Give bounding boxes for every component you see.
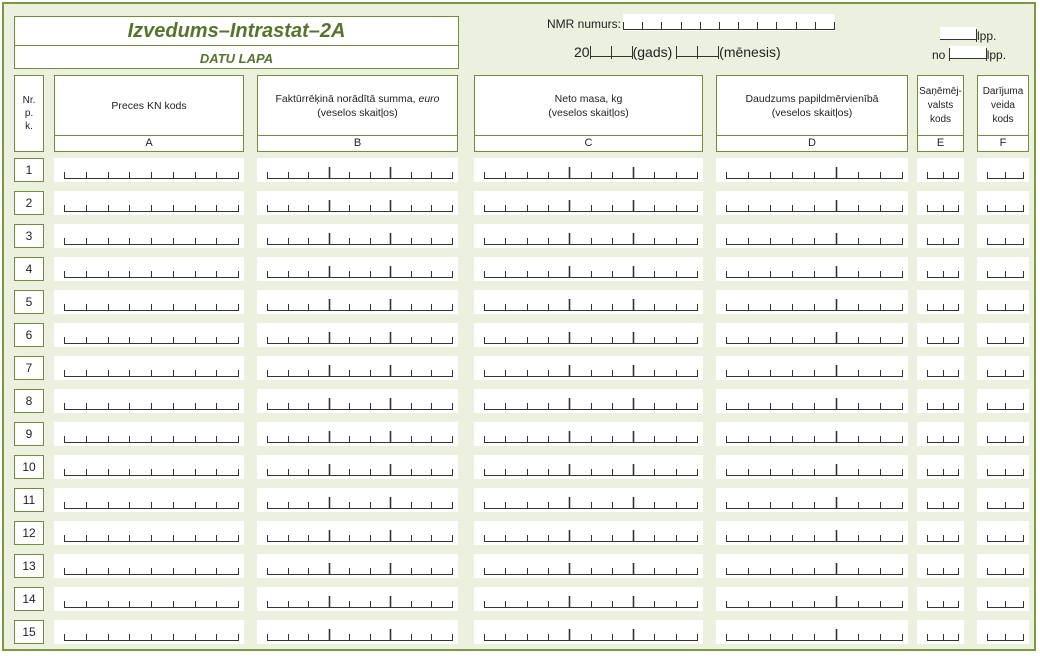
- cell-c[interactable]: [474, 488, 703, 512]
- cell-f[interactable]: [977, 224, 1029, 248]
- cell-a[interactable]: [54, 422, 244, 446]
- cell-e[interactable]: [917, 455, 964, 479]
- page-total-field[interactable]: [950, 46, 986, 59]
- year-digit-1[interactable]: [591, 44, 611, 57]
- digit-slots: [917, 455, 964, 479]
- digit-slots: [977, 488, 1029, 512]
- digit-slots: [716, 389, 908, 413]
- row-number: 13: [14, 554, 44, 578]
- digit-slots: [54, 422, 244, 446]
- digit-slots: [474, 389, 703, 413]
- digit-slots: [716, 554, 908, 578]
- digit-slots: [54, 554, 244, 578]
- digit-slots: [716, 587, 908, 611]
- cell-c[interactable]: [474, 455, 703, 479]
- cell-d[interactable]: [716, 521, 908, 545]
- cell-e[interactable]: [917, 158, 964, 182]
- col-a-title: Preces KN kods: [111, 99, 187, 112]
- digit-slots: [917, 224, 964, 248]
- cell-a[interactable]: [54, 257, 244, 281]
- row-number: 10: [14, 455, 44, 479]
- cell-c[interactable]: [474, 521, 703, 545]
- cell-b[interactable]: [257, 422, 458, 446]
- digit-slots: [54, 620, 244, 644]
- digit-slots: [977, 554, 1029, 578]
- cell-d[interactable]: [716, 488, 908, 512]
- digit-slots: [474, 323, 703, 347]
- digit-slots: [474, 158, 703, 182]
- form-title: Izvedums–Intrastat–2A: [14, 16, 459, 45]
- cell-b[interactable]: [257, 587, 458, 611]
- digit-slots: [257, 422, 458, 446]
- row-number: 4: [14, 257, 44, 281]
- cell-f[interactable]: [977, 422, 1029, 446]
- row-number: 12: [14, 521, 44, 545]
- cell-f[interactable]: [977, 158, 1029, 182]
- digit-slots: [257, 389, 458, 413]
- digit-slots: [917, 521, 964, 545]
- digit-slots: [716, 455, 908, 479]
- cell-e[interactable]: [917, 257, 964, 281]
- digit-slots: [54, 389, 244, 413]
- col-d-title: Daudzums papildmērvienībā: [745, 92, 879, 105]
- digit-slots: [474, 422, 703, 446]
- cell-b[interactable]: [257, 224, 458, 248]
- digit-slots: [716, 488, 908, 512]
- cell-c[interactable]: [474, 587, 703, 611]
- cell-c[interactable]: [474, 620, 703, 644]
- col-e-line-1: Saņēmēj-: [919, 85, 962, 97]
- col-b-sub: (veselos skaitļos): [317, 106, 398, 119]
- cell-e[interactable]: [917, 191, 964, 215]
- cell-c[interactable]: [474, 422, 703, 446]
- period-line: [574, 44, 781, 60]
- digit-slots: [917, 323, 964, 347]
- nmr-number-slots: [623, 14, 835, 31]
- cell-f[interactable]: [977, 389, 1029, 413]
- page-number-line: [940, 27, 996, 43]
- cell-e[interactable]: [917, 290, 964, 314]
- cell-a[interactable]: [54, 587, 244, 611]
- cell-b[interactable]: [257, 554, 458, 578]
- cell-f[interactable]: [977, 356, 1029, 380]
- row-number: 15: [14, 620, 44, 644]
- digit-slots: [474, 554, 703, 578]
- digit-slots: [54, 488, 244, 512]
- page-label: lpp.: [977, 29, 997, 43]
- page-number-field[interactable]: [940, 27, 976, 40]
- col-a-letter: A: [54, 135, 244, 152]
- row-number: 1: [14, 158, 44, 182]
- cell-c[interactable]: [474, 257, 703, 281]
- cell-d[interactable]: [716, 455, 908, 479]
- cell-b[interactable]: [257, 191, 458, 215]
- cell-d[interactable]: [716, 587, 908, 611]
- cell-a[interactable]: [54, 191, 244, 215]
- col-header-nr: [14, 75, 44, 152]
- cell-a[interactable]: [54, 455, 244, 479]
- year-digit-2[interactable]: [612, 44, 632, 57]
- cell-e[interactable]: [917, 224, 964, 248]
- cell-a[interactable]: [54, 389, 244, 413]
- digit-slots: [977, 455, 1029, 479]
- cell-e[interactable]: [917, 521, 964, 545]
- cell-f[interactable]: [977, 554, 1029, 578]
- row-number: 6: [14, 323, 44, 347]
- digit-slots: [917, 290, 964, 314]
- digit-slots: [257, 323, 458, 347]
- col-e-line-2: valsts: [927, 99, 954, 111]
- of-page-label: lpp.: [986, 48, 1007, 62]
- digit-slots: [977, 257, 1029, 281]
- cell-e[interactable]: [917, 323, 964, 347]
- month-digit-2[interactable]: [698, 44, 718, 57]
- digit-slots: [977, 290, 1029, 314]
- col-e-letter: E: [917, 135, 964, 152]
- cell-f[interactable]: [977, 191, 1029, 215]
- digit-slots: [917, 422, 964, 446]
- cell-c[interactable]: [474, 290, 703, 314]
- digit-slots: [257, 521, 458, 545]
- row-number: 11: [14, 488, 44, 512]
- digit-slots: [474, 290, 703, 314]
- digit-slots: [54, 455, 244, 479]
- cell-b[interactable]: [257, 488, 458, 512]
- cell-f[interactable]: [977, 587, 1029, 611]
- digit-slots: [716, 356, 908, 380]
- cell-c[interactable]: [474, 356, 703, 380]
- digit-slots: [917, 257, 964, 281]
- digit-slots: [54, 191, 244, 215]
- digit-slots: [257, 620, 458, 644]
- cell-b[interactable]: [257, 521, 458, 545]
- cell-d[interactable]: [716, 389, 908, 413]
- cell-b[interactable]: [257, 356, 458, 380]
- digit-slots: [54, 356, 244, 380]
- digit-slots: [474, 620, 703, 644]
- month-label: (mēnesis): [719, 44, 781, 60]
- digit-slots: [977, 620, 1029, 644]
- digit-slots: [54, 587, 244, 611]
- digit-slots: [977, 191, 1029, 215]
- digit-slots: [977, 389, 1029, 413]
- digit-slots: [917, 389, 964, 413]
- cell-f[interactable]: [977, 488, 1029, 512]
- row-number: 3: [14, 224, 44, 248]
- digit-slots: [474, 488, 703, 512]
- cell-a[interactable]: [54, 554, 244, 578]
- digit-slots: [257, 554, 458, 578]
- digit-slots: [977, 158, 1029, 182]
- col-header-f: [977, 75, 1029, 136]
- nr-line-3: k.: [25, 121, 33, 132]
- cell-a[interactable]: [54, 521, 244, 545]
- col-e-line-3: kods: [929, 113, 952, 125]
- col-c-title: Neto masa, kg: [554, 92, 623, 105]
- digit-slots: [977, 323, 1029, 347]
- digit-slots: [716, 521, 908, 545]
- row-number: 5: [14, 290, 44, 314]
- col-header-c: [474, 75, 703, 136]
- digit-slots: [54, 521, 244, 545]
- cell-e[interactable]: [917, 356, 964, 380]
- cell-d[interactable]: [716, 422, 908, 446]
- cell-f[interactable]: [977, 521, 1029, 545]
- digit-slots: [257, 257, 458, 281]
- digit-slots: [257, 587, 458, 611]
- cell-d[interactable]: [716, 290, 908, 314]
- digit-slots: [917, 356, 964, 380]
- digit-slots: [716, 290, 908, 314]
- col-b-title-text: Faktūrrēķinā norādītā summa,: [275, 92, 419, 105]
- cell-a[interactable]: [54, 488, 244, 512]
- digit-slots: [257, 191, 458, 215]
- digit-slots: [474, 257, 703, 281]
- digit-slots: [54, 224, 244, 248]
- nr-line-1: Nr.: [22, 95, 36, 106]
- cell-d[interactable]: [716, 158, 908, 182]
- row-number: 8: [14, 389, 44, 413]
- cell-a[interactable]: [54, 620, 244, 644]
- cell-c[interactable]: [474, 224, 703, 248]
- year-label: (gads): [632, 44, 673, 60]
- cell-a[interactable]: [54, 290, 244, 314]
- digit-slots: [54, 158, 244, 182]
- cell-e[interactable]: [917, 422, 964, 446]
- cell-d[interactable]: [716, 356, 908, 380]
- digit-slots: [716, 257, 908, 281]
- digit-slots: [917, 191, 964, 215]
- cell-b[interactable]: [257, 158, 458, 182]
- cell-d[interactable]: [716, 620, 908, 644]
- nmr-number-field[interactable]: [623, 14, 835, 31]
- cell-e[interactable]: [917, 554, 964, 578]
- digit-slots: [977, 422, 1029, 446]
- col-f-letter: F: [977, 135, 1029, 152]
- digit-slots: [716, 224, 908, 248]
- col-d-sub: (veselos skaitļos): [771, 106, 853, 119]
- col-b-title-unit: euro: [418, 92, 440, 105]
- digit-slots: [257, 224, 458, 248]
- cell-f[interactable]: [977, 323, 1029, 347]
- col-c-sub: (veselos skaitļos): [548, 106, 629, 119]
- digit-slots: [977, 224, 1029, 248]
- cell-e[interactable]: [917, 620, 964, 644]
- row-number: 7: [14, 356, 44, 380]
- cell-e[interactable]: [917, 389, 964, 413]
- digit-slots: [977, 587, 1029, 611]
- col-b-letter: B: [257, 135, 458, 152]
- cell-e[interactable]: [917, 587, 964, 611]
- digit-slots: [917, 488, 964, 512]
- row-number: 14: [14, 587, 44, 611]
- cell-b[interactable]: [257, 323, 458, 347]
- digit-slots: [54, 323, 244, 347]
- year-prefix: 20: [574, 44, 590, 60]
- digit-slots: [54, 257, 244, 281]
- cell-f[interactable]: [977, 455, 1029, 479]
- digit-slots: [257, 488, 458, 512]
- col-f-line-3: kods: [992, 113, 1014, 125]
- cell-a[interactable]: [54, 158, 244, 182]
- page-total-line: [932, 46, 1006, 62]
- cell-f[interactable]: [977, 620, 1029, 644]
- col-f-line-2: veida: [991, 99, 1015, 111]
- cell-b[interactable]: [257, 620, 458, 644]
- digit-slots: [716, 158, 908, 182]
- digit-slots: [474, 455, 703, 479]
- digit-slots: [716, 191, 908, 215]
- nr-line-2: p.: [24, 108, 34, 119]
- cell-d[interactable]: [716, 257, 908, 281]
- digit-slots: [474, 356, 703, 380]
- digit-slots: [716, 323, 908, 347]
- month-digit-1[interactable]: [677, 44, 697, 57]
- col-header-d: [716, 75, 908, 136]
- cell-d[interactable]: [716, 323, 908, 347]
- digit-slots: [257, 356, 458, 380]
- row-number: 9: [14, 422, 44, 446]
- col-header-e: [917, 75, 964, 136]
- digit-slots: [474, 191, 703, 215]
- digit-slots: [257, 455, 458, 479]
- cell-e[interactable]: [917, 488, 964, 512]
- digit-slots: [716, 620, 908, 644]
- cell-b[interactable]: [257, 455, 458, 479]
- digit-slots: [474, 587, 703, 611]
- digit-slots: [977, 521, 1029, 545]
- cell-a[interactable]: [54, 224, 244, 248]
- col-c-letter: C: [474, 135, 703, 152]
- cell-c[interactable]: [474, 389, 703, 413]
- digit-slots: [917, 587, 964, 611]
- cell-d[interactable]: [716, 554, 908, 578]
- col-f-line-1: Darījuma: [982, 85, 1024, 97]
- cell-f[interactable]: [977, 290, 1029, 314]
- row-number: 2: [14, 191, 44, 215]
- digit-slots: [54, 290, 244, 314]
- digit-slots: [917, 158, 964, 182]
- digit-slots: [257, 158, 458, 182]
- cell-b[interactable]: [257, 257, 458, 281]
- cell-c[interactable]: [474, 158, 703, 182]
- cell-d[interactable]: [716, 224, 908, 248]
- nmr-label: NMR numurs:: [547, 17, 622, 31]
- of-label: no: [932, 48, 946, 62]
- form-subtitle: DATU LAPA: [14, 45, 459, 69]
- digit-slots: [917, 554, 964, 578]
- digit-slots: [257, 290, 458, 314]
- cell-a[interactable]: [54, 356, 244, 380]
- col-header-b: [257, 75, 458, 136]
- digit-slots: [474, 521, 703, 545]
- digit-slots: [716, 422, 908, 446]
- col-header-a: [54, 75, 244, 136]
- digit-slots: [474, 224, 703, 248]
- cell-b[interactable]: [257, 389, 458, 413]
- col-d-letter: D: [716, 135, 908, 152]
- col-b-title: [276, 92, 440, 106]
- cell-b[interactable]: [257, 290, 458, 314]
- digit-slots: [977, 356, 1029, 380]
- cell-c[interactable]: [474, 323, 703, 347]
- cell-d[interactable]: [716, 191, 908, 215]
- cell-f[interactable]: [977, 257, 1029, 281]
- cell-c[interactable]: [474, 554, 703, 578]
- cell-c[interactable]: [474, 191, 703, 215]
- digit-slots: [917, 620, 964, 644]
- cell-a[interactable]: [54, 323, 244, 347]
